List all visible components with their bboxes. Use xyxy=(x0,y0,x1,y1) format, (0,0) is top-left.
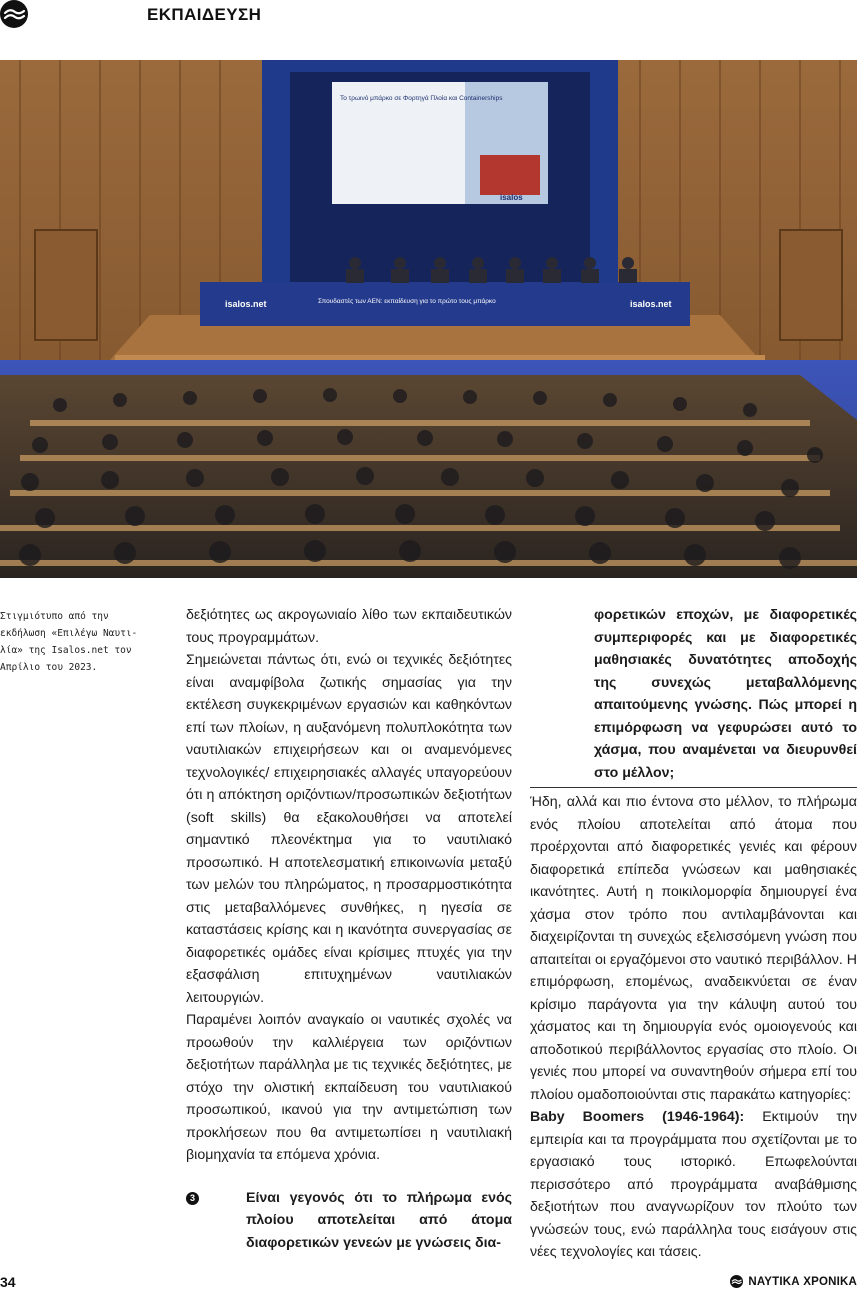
generation-label: Baby Boomers (1946-1964): xyxy=(530,1109,745,1125)
col2-paragraph-2 xyxy=(530,1106,857,1264)
question-divider xyxy=(530,787,857,788)
col1-paragraph-2: Σημειώνεται πάντως ότι, ενώ οι τεχνικές δεξιότητες είναι αναμφίβολα ζωτικής σημασίας για την εκτέλεση συγκεκριμένων εργασιών και καθηκόντων επί των πλοίων, η αυξανόμενη πολυπλοκότητα των ναυτιλιακών επιχειρήσεων και οι αναμενόμενες τεχνολογικές/ επιχειρησιακές αλλαγές υπαγορεύουν ότι η απόκτηση οριζόντιων/προσωπικών δεξιοτήτων (soft skills) θα εξακολουθήσει να αποτελεί σημαντικό πλεονέκτημα για το ναυτιλιακό προσωπικό. Η αποτελεσματική επικοινωνία μεταξύ των μελών του πληρώματος, η προσαρμοστικότητα στις μεταβαλλόμενες συνθήκες, η ηγεσία σε καταστάσεις κρίσης και η ικανότητα συνεργασίας σε διαφορετικές ομάδες είναι κρίσιμες πτυχές για την εξασφάλιση επιτυχημένων ναυτιλιακών λειτουργιών. xyxy=(186,652,512,1006)
photo-caption: Στιγμιότυπο από την εκδήλωση «Επιλέγω Ναυτι- λία» της Isalos.net τον Απρίλιο του 2023. xyxy=(0,611,138,673)
generation-description: Εκτιμούν την εμπειρία και τα προγράμματα που σχετίζονται με το εργασιακό τους ιστορικό. Επωφελούνται περισσότερο από προγράμματα αναβάθμισης δεξιοτήτων που αναγνωρίζουν τον πλούτο των γνώσεών τους, ενώ παράλληλα τους εισάγουν στις νέες τεχνολογίες και τάσεις. xyxy=(530,1109,857,1260)
question-number-badge: 3 xyxy=(186,1192,199,1205)
col2-paragraph-1: Ήδη, αλλά και πιο έντονα στο μέλλον, το πλήρωμα ενός πλοίου αποτελείται από άτομα που προέρχονται από διαφορετικές γενιές και φέρουν διαφορετικά επίπεδα γνώσεων και μαθησιακές ικανότητες. Αυτή η ποικιλομορφία δημιουργεί ένα χάσμα στον τρόπο που αντιλαμβάνονται και διαχειρίζονται τη συνεχώς εξελισσόμενη γνώση που απαιτείται οι εργαζόμενοι στο ναυτικό περιβάλλον. Η επιμόρφωση, επομένως, αναδεικνύεται σε έναν κρίσιμο παράγοντα για την κάλυψη αυτού του χάσματος και τη δημιουργία ενός ομοιογενούς και αποδοτικού περιβάλλοντος εργασίας στο πλοίο. Οι γενιές που μπορεί να συναντηθούν σήμερα επί του πλοίου ομαδοποιούνται στις παρακάτω κατηγορίες: xyxy=(530,794,857,1103)
col1-paragraph-1: δεξιότητες ως ακρογωνιαίο λίθο των εκπαιδευτικών τους προγραμμάτων. xyxy=(186,607,512,646)
banner-brand-left: isalos.net xyxy=(225,299,267,309)
text-column-2 xyxy=(530,604,857,1264)
banner-brand-right: isalos.net xyxy=(630,299,672,309)
wave-logo-icon xyxy=(0,0,28,28)
question-start: Είναι γεγονός ότι το πλήρωμα ενός πλοίου αποτελείται από άτομα διαφορετικών γενεών με γνώσεις δια- xyxy=(246,1189,512,1251)
col1-paragraph-3: Παραμένει λοιπόν αναγκαίο οι ναυτικές σχολές να προωθούν την καλλιέργεια των οριζόντιων δεξιοτήτων παράλληλα με τις τεχνικές δεξιότητες, με στόχο την ολιστική εκπαίδευση του ναυτιλιακού προσωπικού, ικανού για την αντιμετώπιση των προκλήσεων που θα αντιμετωπίσει η ναυτιλιακή βιομηχανία τα επόμενα χρόνια. xyxy=(186,1012,512,1163)
conference-photo xyxy=(0,60,857,578)
section-title: ΕΚΠΑΙΔΕΥΣΗ xyxy=(147,5,262,24)
screen-logo: isalos xyxy=(500,193,523,202)
wave-logo-icon xyxy=(730,1275,743,1288)
footer-brand xyxy=(730,1275,857,1288)
footer-brand-name: ΝΑΥΤΙΚΑ ΧΡΟΝΙΚΑ xyxy=(748,1275,857,1288)
question-block xyxy=(186,1187,512,1255)
text-column-1 xyxy=(186,604,512,1254)
screen-title: Το τρωινό μπάρκο σε Φορτηγά Πλοία και Containerships xyxy=(340,95,503,102)
page-number: 34 xyxy=(0,1274,16,1290)
question-continuation: φορετικών εποχών, με διαφορετικές συμπεριφορές και με διαφορετικές μαθησιακές δυνατότητες αποδοχής της συνεχώς μεταβαλλόμενης απαιτούμενης γνώσης. Πώς μπορεί η επιμόρφωση να γεφυρώσει αυτό το χάσμα, που αναμένεται να διευρυνθεί στο μέλλον; xyxy=(594,607,857,781)
banner-text: Σπουδαστές των ΑΕΝ: εκπαίδευση για το πρώτο τους μπάρκο xyxy=(318,298,496,305)
